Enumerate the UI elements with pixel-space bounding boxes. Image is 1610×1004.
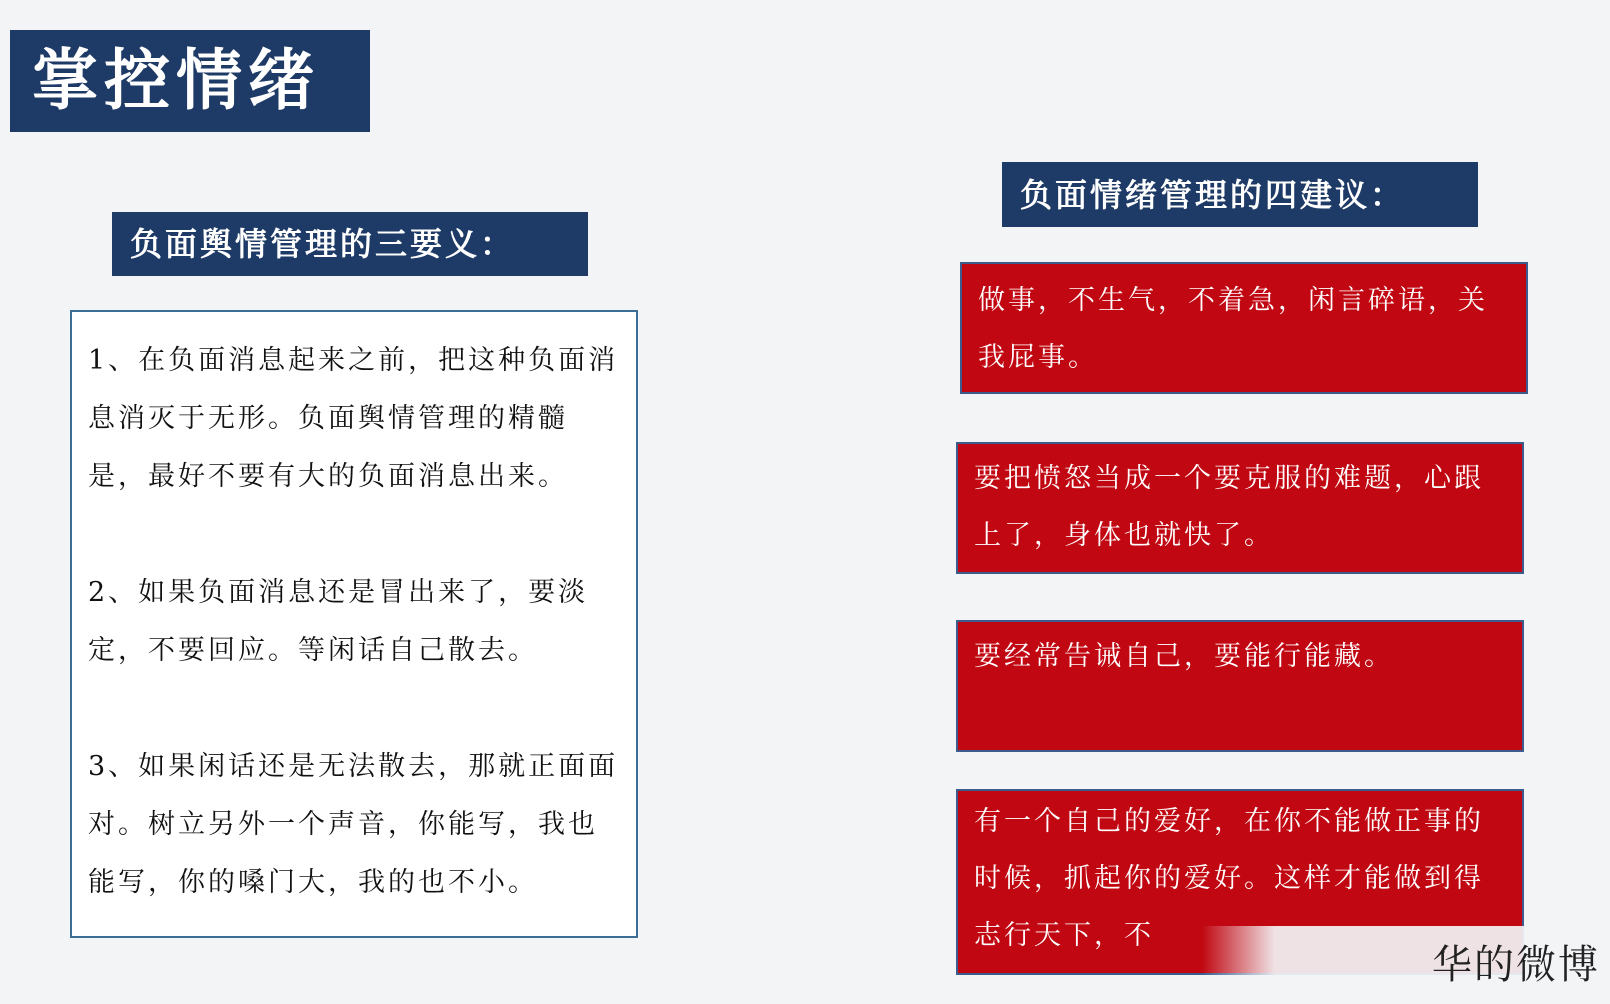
- watermark-text: 华的微博: [1432, 941, 1600, 988]
- advice-card-4: 有一个自己的爱好，在你不能做正事的时候，抓起你的爱好。这样才能做到得志行天下，不: [956, 789, 1524, 975]
- watermark: [1202, 926, 1606, 996]
- advice-card-2: 要把愤怒当成一个要克服的难题，心跟上了，身体也就快了。: [956, 442, 1524, 574]
- right-section-heading: 负面情绪管理的四建议：: [1002, 162, 1478, 227]
- advice-card-3: 要经常告诫自己，要能行能藏。: [956, 620, 1524, 752]
- advice-card-1: 做事，不生气，不着急，闲言碎语，关我屁事。: [960, 262, 1528, 394]
- left-section-heading: 负面舆情管理的三要义：: [112, 212, 588, 276]
- point-3: 3、如果闲话还是无法散去，那就正面面对。树立另外一个声音，你能写，我也能写，你的嗓门大，我的也不小。: [88, 751, 619, 898]
- point-2: 2、如果负面消息还是冒出来了，要淡定，不要回应。等闲话自己散去。: [88, 577, 589, 666]
- page-title: 掌控情绪: [10, 30, 370, 132]
- point-1: 1、在负面消息起来之前，把这种负面消息消灭于无形。负面舆情管理的精髓是，最好不要有大的负面消息出来。: [88, 345, 619, 492]
- three-points-box: [70, 310, 638, 938]
